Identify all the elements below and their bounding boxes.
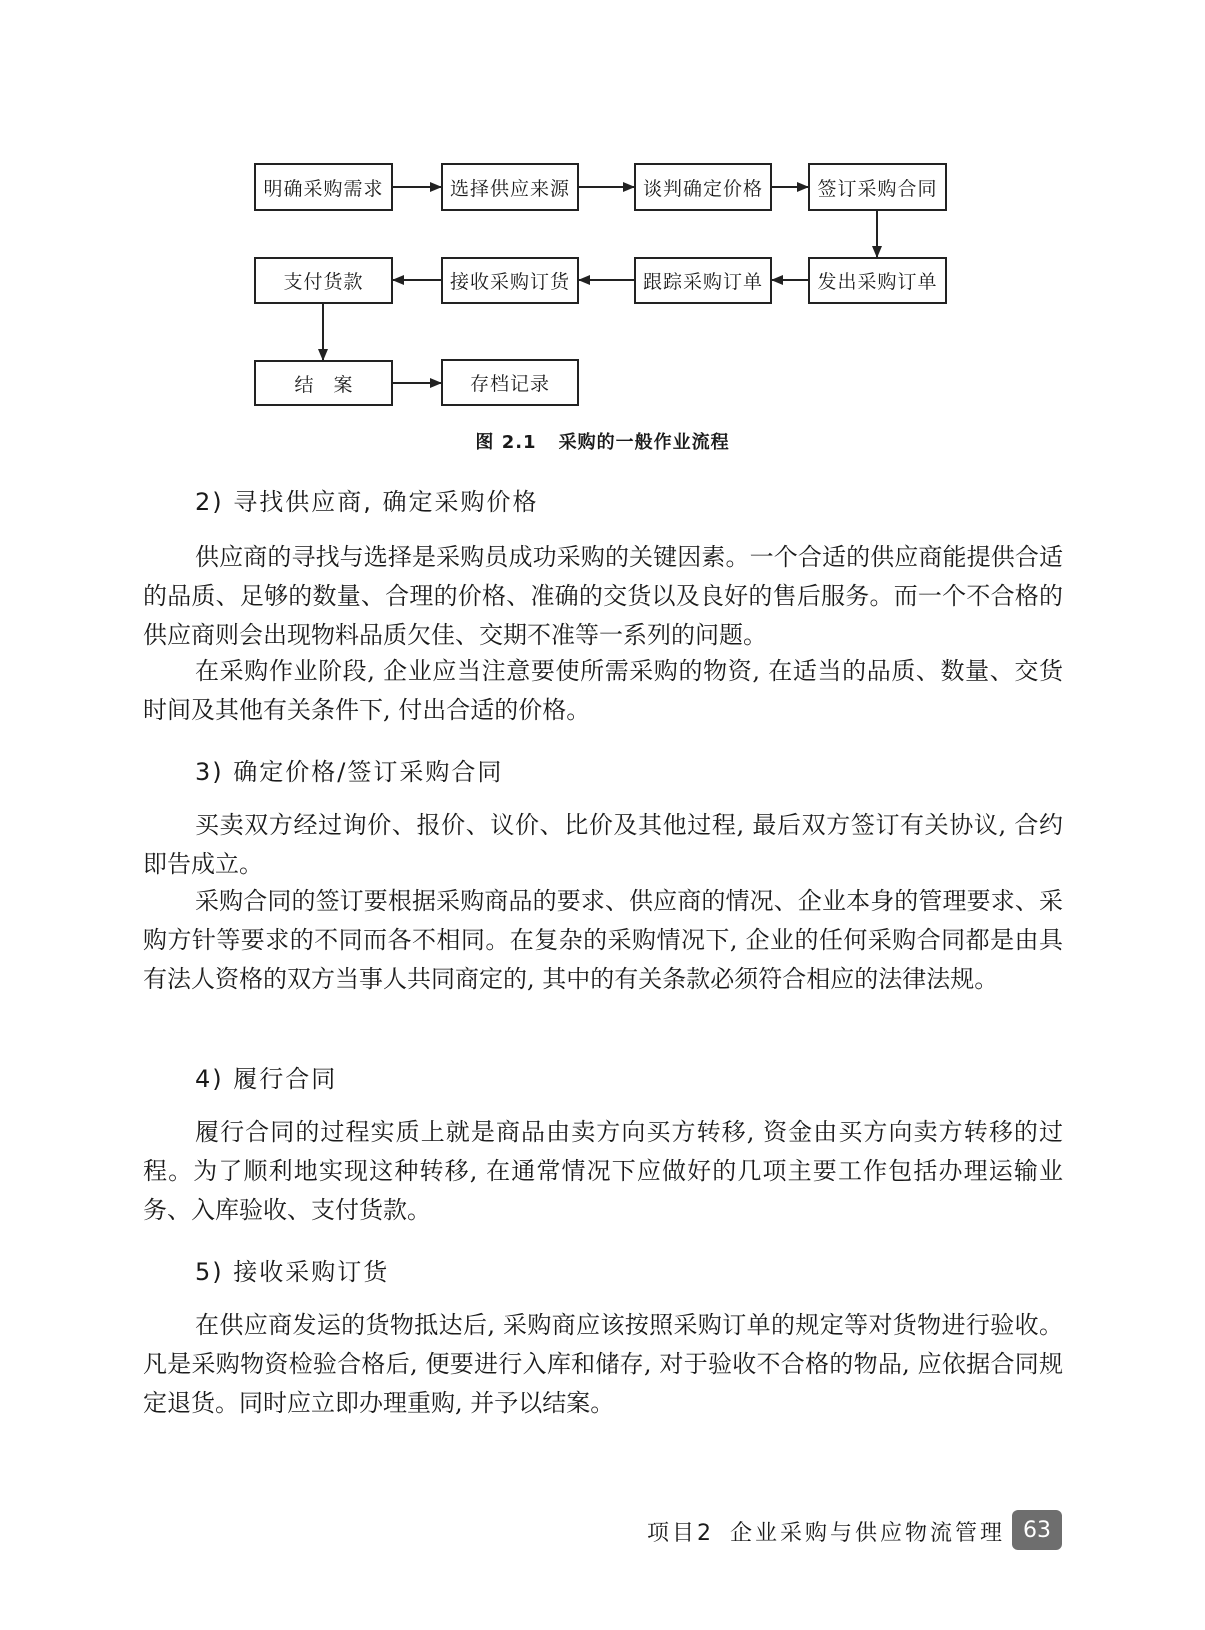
flow-box-select-source: 选择供应来源 [441, 163, 579, 211]
section-heading: 4) 履行合同 [195, 1065, 338, 1093]
section-heading: 5) 接收采购订货 [195, 1258, 390, 1286]
paragraph: 采购合同的签订要根据采购商品的要求、供应商的情况、企业本身的管理要求、采购方针等要求的不同而各不相同。在复杂的采购情况下, 企业的任何采购合同都是由具有法人资格的双方当事人共同商定的, 其中的有关条款必须符合相应的法律法规。 [143, 887, 1063, 993]
flow-box-issue-order: 发出采购订单 [808, 257, 947, 304]
flow-box-sign-contract: 签订采购合同 [808, 163, 947, 211]
footer-project: 项目2 [646, 1521, 714, 1546]
flowchart-arrows [0, 0, 1205, 470]
flow-box-clarify-demand: 明确采购需求 [254, 163, 393, 211]
paragraph: 在采购作业阶段, 企业应当注意要使所需采购的物资, 在适当的品质、数量、交货时间及其他有关条件下, 付出合适的价格。 [143, 657, 1063, 724]
running-footer [647, 1516, 1005, 1547]
figure-caption [0, 428, 1205, 454]
flow-box-receive-goods: 接收采购订货 [441, 257, 579, 304]
flow-box-negotiate-price: 谈判确定价格 [634, 163, 772, 211]
page-number-badge: 63 [1012, 1510, 1062, 1550]
paragraph: 履行合同的过程实质上就是商品由卖方向买方转移, 资金由买方向卖方转移的过程。为了顺利地实现这种转移, 在通常情况下应做好的几项主要工作包括办理运输业务、入库验收、支付货款。 [143, 1118, 1063, 1224]
flow-box-pay: 支付货款 [254, 257, 393, 304]
flow-box-close-case: 结案 [254, 360, 393, 406]
section-heading: 3) 确定价格/签订采购合同 [195, 758, 504, 786]
figure-caption-title: 采购的一般作业流程 [558, 432, 730, 453]
paragraph: 买卖双方经过询价、报价、议价、比价及其他过程, 最后双方签订有关协议, 合约即告成立。 [143, 811, 1063, 878]
figure-caption-number: 图 2.1 [475, 432, 537, 453]
flowchart [0, 0, 1205, 470]
paragraph: 供应商的寻找与选择是采购员成功采购的关键因素。一个合适的供应商能提供合适的品质、足够的数量、合理的价格、准确的交货以及良好的售后服务。而一个不合格的供应商则会出现物料品质欠佳、交期不准等一系列的问题。 [143, 543, 1063, 649]
page-footer [0, 1508, 1205, 1554]
footer-chapter-title: 企业采购与供应物流管理 [729, 1521, 1005, 1546]
flow-box-archive: 存档记录 [441, 359, 579, 406]
flow-box-track-order: 跟踪采购订单 [634, 257, 772, 304]
section-heading: 2) 寻找供应商, 确定采购价格 [195, 488, 539, 516]
paragraph: 在供应商发运的货物抵达后, 采购商应该按照采购订单的规定等对货物进行验收。凡是采购物资检验合格后, 便要进行入库和储存, 对于验收不合格的物品, 应依据合同规定退货。同时应立即办理重购, 并予以结案。 [143, 1311, 1063, 1417]
